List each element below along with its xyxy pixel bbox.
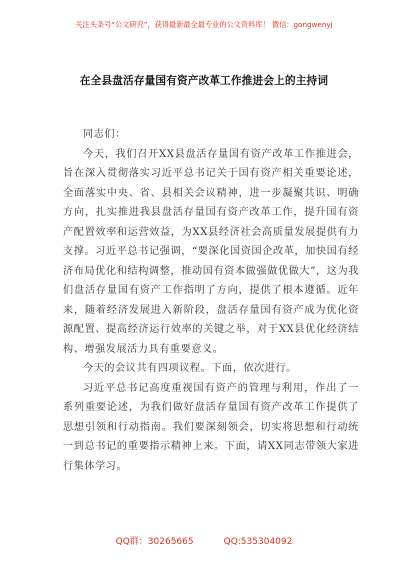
salutation: 同志们：: [83, 129, 126, 140]
document-title: 在全县盘活存量国有资产改革工作推进会上的主持词: [79, 75, 329, 87]
paragraph-agenda: 今天的会议共有四项议程。下面，依次进行。: [83, 363, 297, 374]
paragraph-opening: 今天，我们召开XX县盘活存量国有资产改革工作推进会，旨在深入贯彻落实习近平总书记关于国有资产相关重要论述，全面落实中央、省、县相关会议精神，进一步凝聚共识、明确方向，扎实推进我县盘活存量国有资产改革工作，提升国有资产配置效率和运营效益，为XX县经济社会高质量发展提供有力支撑。习近平总书记强调，“要深化国资国企改革，加快国有经济布局优化和结构调整，推动国有资本做强做优做大”，这为我们盘活存量国有资产工作指明了方向，提供了根本遵循。近年来，随着经济发展进入新阶段，盘活存量国有资产成为优化资源配置、提高经济运行效率的关键之举，对于XX县优化经济结构、增强发展活力具有重要意义。: [63, 148, 359, 355]
footer-qq-group: QQ群：30265665: [115, 537, 194, 547]
document-body: [63, 125, 359, 476]
paragraph-study: 习近平总书记高度重视国有资产的管理与利用，作出了一系列重要论述，为我们做好盘活存量国有资产改革工作提供了思想引领和行动指南。我们要深刻领会，切实将思想和行动统一到总书记的重要指示精神上来。下面，请XX同志带领大家进行集体学习。: [63, 382, 359, 472]
footer-contact: [0, 534, 408, 547]
header-banner: 关注头条号“公文研究”，获得最新最全最专业的公文资料库！ 微信：gongwenyj: [75, 20, 333, 29]
footer-qq: QQ:535304092: [223, 537, 293, 547]
